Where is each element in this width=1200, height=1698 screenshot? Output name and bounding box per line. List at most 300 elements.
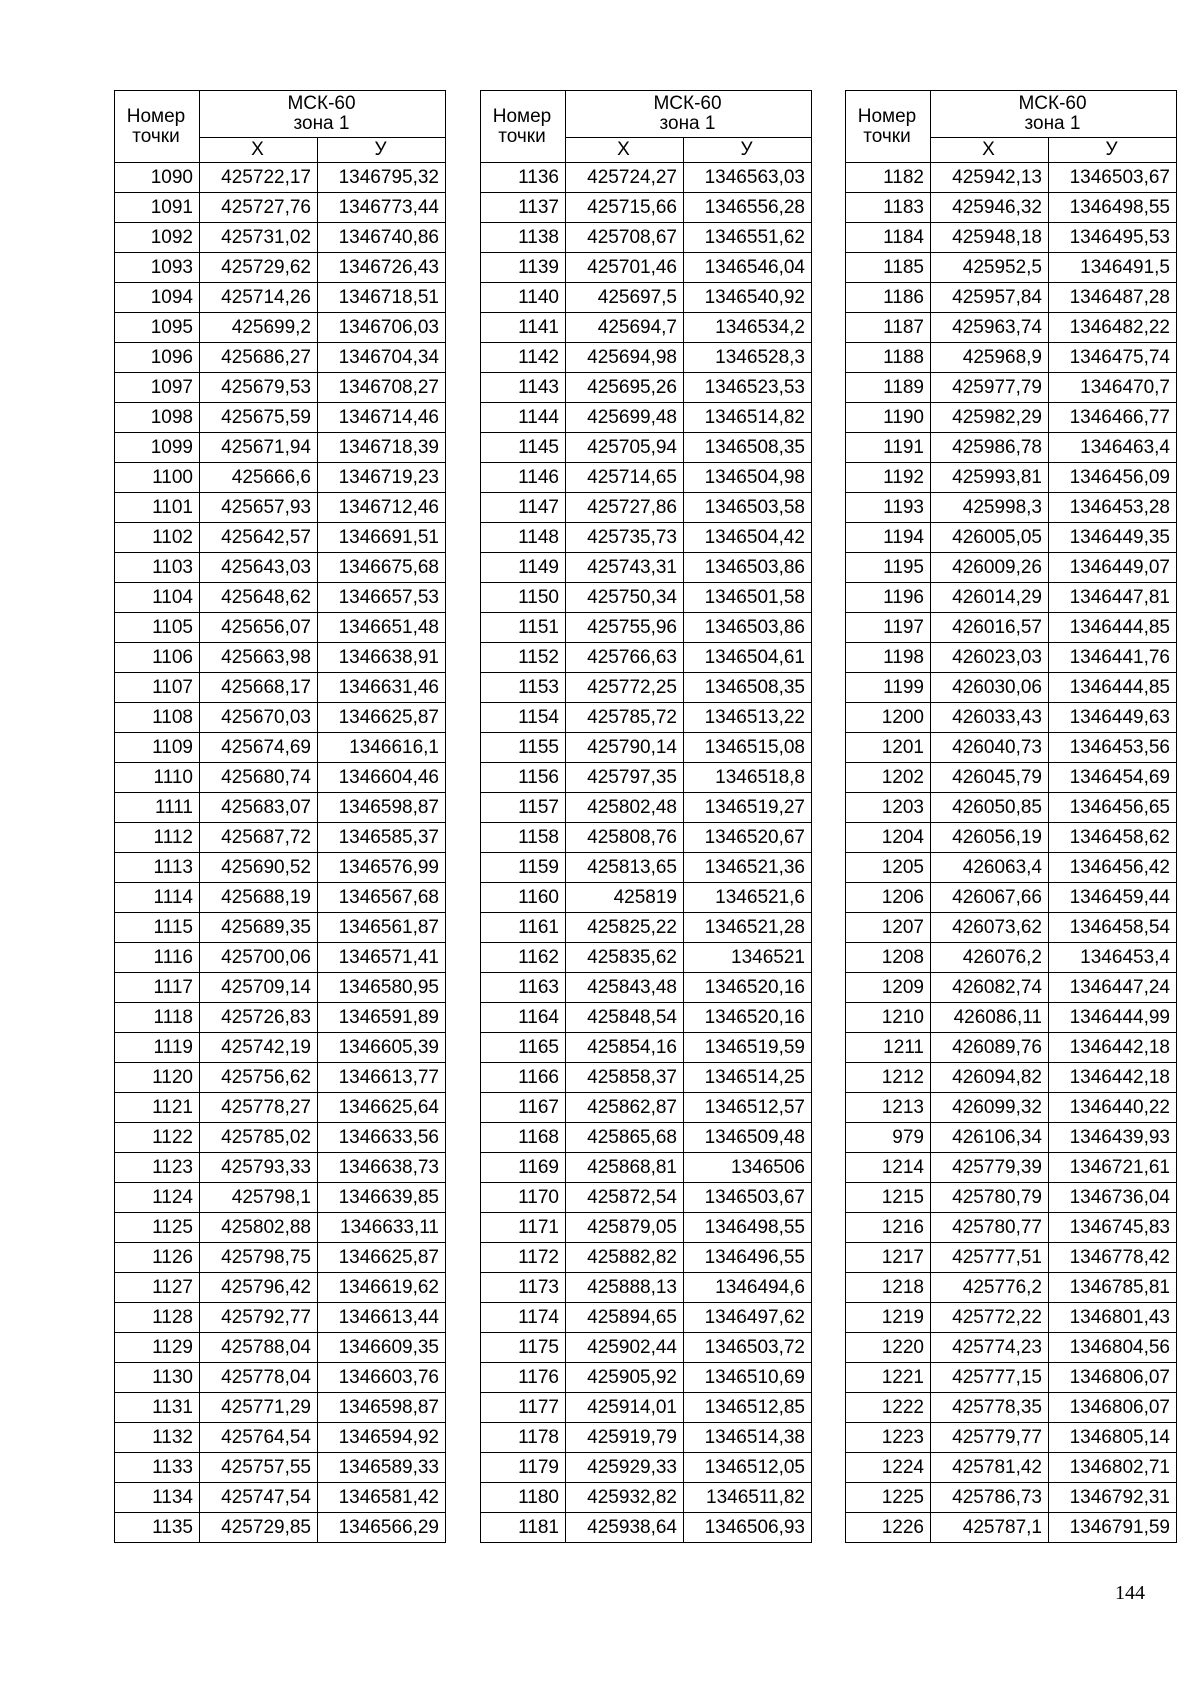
y-coordinate-cell: 1346708,27 <box>318 373 446 403</box>
y-coordinate-cell: 1346515,08 <box>684 733 812 763</box>
point-number-cell: 1191 <box>846 433 931 463</box>
x-coordinate-cell: 425792,77 <box>200 1303 318 1333</box>
x-coordinate-cell: 425942,13 <box>931 163 1049 193</box>
table-row <box>481 853 812 883</box>
point-number-cell: 1206 <box>846 883 931 913</box>
point-number-cell: 1183 <box>846 193 931 223</box>
point-number-cell: 1141 <box>481 313 566 343</box>
x-coordinate-cell: 425674,69 <box>200 733 318 763</box>
point-number-cell: 1202 <box>846 763 931 793</box>
point-number-cell: 1189 <box>846 373 931 403</box>
point-number-cell: 1192 <box>846 463 931 493</box>
y-coordinate-cell: 1346453,4 <box>1049 943 1177 973</box>
table-row <box>115 1393 446 1423</box>
x-coordinate-cell: 425796,42 <box>200 1273 318 1303</box>
y-coordinate-cell: 1346509,48 <box>684 1123 812 1153</box>
y-coordinate-cell: 1346482,22 <box>1049 313 1177 343</box>
point-number-cell: 1168 <box>481 1123 566 1153</box>
table-row <box>846 913 1177 943</box>
y-coordinate-cell: 1346506,93 <box>684 1513 812 1543</box>
x-coordinate-cell: 425697,5 <box>566 283 684 313</box>
header-x: Х <box>931 138 1049 163</box>
y-coordinate-cell: 1346719,23 <box>318 463 446 493</box>
table-row <box>115 1363 446 1393</box>
y-coordinate-cell: 1346534,2 <box>684 313 812 343</box>
table-row <box>115 913 446 943</box>
point-number-cell: 1178 <box>481 1423 566 1453</box>
point-number-cell: 1198 <box>846 643 931 673</box>
table-row <box>846 943 1177 973</box>
x-coordinate-cell: 425777,15 <box>931 1363 1049 1393</box>
x-coordinate-cell: 425714,26 <box>200 283 318 313</box>
x-coordinate-cell: 426073,62 <box>931 913 1049 943</box>
table-row <box>481 1273 812 1303</box>
table-row <box>846 1393 1177 1423</box>
y-coordinate-cell: 1346598,87 <box>318 793 446 823</box>
y-coordinate-cell: 1346594,92 <box>318 1423 446 1453</box>
y-coordinate-cell: 1346806,07 <box>1049 1363 1177 1393</box>
point-number-cell: 1097 <box>115 373 200 403</box>
y-coordinate-cell: 1346718,51 <box>318 283 446 313</box>
y-coordinate-cell: 1346449,63 <box>1049 703 1177 733</box>
x-coordinate-cell: 425722,17 <box>200 163 318 193</box>
point-number-cell: 1135 <box>115 1513 200 1543</box>
x-coordinate-cell: 426050,85 <box>931 793 1049 823</box>
y-coordinate-cell: 1346691,51 <box>318 523 446 553</box>
x-coordinate-cell: 425675,59 <box>200 403 318 433</box>
page-number: 144 <box>1115 1582 1145 1604</box>
x-coordinate-cell: 425666,6 <box>200 463 318 493</box>
table-row <box>846 1303 1177 1333</box>
x-coordinate-cell: 425835,62 <box>566 943 684 973</box>
x-coordinate-cell: 425688,19 <box>200 883 318 913</box>
x-coordinate-cell: 425727,86 <box>566 493 684 523</box>
point-number-cell: 1180 <box>481 1483 566 1513</box>
point-number-cell: 1090 <box>115 163 200 193</box>
point-number-cell: 1147 <box>481 493 566 523</box>
table-row <box>115 523 446 553</box>
y-coordinate-cell: 1346613,77 <box>318 1063 446 1093</box>
point-number-cell: 979 <box>846 1123 931 1153</box>
point-number-cell: 1208 <box>846 943 931 973</box>
y-coordinate-cell: 1346470,7 <box>1049 373 1177 403</box>
x-coordinate-cell: 425755,96 <box>566 613 684 643</box>
x-coordinate-cell: 426056,19 <box>931 823 1049 853</box>
header-x: Х <box>566 138 684 163</box>
x-coordinate-cell: 425862,87 <box>566 1093 684 1123</box>
x-coordinate-cell: 425778,35 <box>931 1393 1049 1423</box>
x-coordinate-cell: 425793,33 <box>200 1153 318 1183</box>
table-row <box>115 223 446 253</box>
point-number-cell: 1150 <box>481 583 566 613</box>
table-row <box>481 973 812 1003</box>
point-number-cell: 1096 <box>115 343 200 373</box>
y-coordinate-cell: 1346576,99 <box>318 853 446 883</box>
table-row <box>115 463 446 493</box>
y-coordinate-cell: 1346444,99 <box>1049 1003 1177 1033</box>
y-coordinate-cell: 1346512,57 <box>684 1093 812 1123</box>
y-coordinate-cell: 1346518,8 <box>684 763 812 793</box>
x-coordinate-cell: 425772,22 <box>931 1303 1049 1333</box>
x-coordinate-cell: 425785,02 <box>200 1123 318 1153</box>
y-coordinate-cell: 1346603,76 <box>318 1363 446 1393</box>
point-number-cell: 1175 <box>481 1333 566 1363</box>
y-coordinate-cell: 1346520,16 <box>684 1003 812 1033</box>
x-coordinate-cell: 425998,3 <box>931 493 1049 523</box>
header-row-top <box>846 91 1177 138</box>
x-coordinate-cell: 425778,27 <box>200 1093 318 1123</box>
point-number-cell: 1165 <box>481 1033 566 1063</box>
y-coordinate-cell: 1346712,46 <box>318 493 446 523</box>
point-number-cell: 1140 <box>481 283 566 313</box>
header-point-number: Номер точки <box>846 91 931 163</box>
point-number-cell: 1225 <box>846 1483 931 1513</box>
y-coordinate-cell: 1346519,27 <box>684 793 812 823</box>
point-number-cell: 1211 <box>846 1033 931 1063</box>
point-number-cell: 1113 <box>115 853 200 883</box>
x-coordinate-cell: 425986,78 <box>931 433 1049 463</box>
x-coordinate-cell: 425747,54 <box>200 1483 318 1513</box>
table-row <box>481 463 812 493</box>
table-row <box>481 1243 812 1273</box>
table-row <box>115 583 446 613</box>
table-row <box>846 1093 1177 1123</box>
table-row <box>481 1123 812 1153</box>
y-coordinate-cell: 1346613,44 <box>318 1303 446 1333</box>
y-coordinate-cell: 1346463,4 <box>1049 433 1177 463</box>
x-coordinate-cell: 425642,57 <box>200 523 318 553</box>
y-coordinate-cell: 1346651,48 <box>318 613 446 643</box>
x-coordinate-cell: 425657,93 <box>200 493 318 523</box>
y-coordinate-cell: 1346504,42 <box>684 523 812 553</box>
y-coordinate-cell: 1346791,59 <box>1049 1513 1177 1543</box>
point-number-cell: 1204 <box>846 823 931 853</box>
coordinates-table-3 <box>845 90 1177 1543</box>
point-number-cell: 1108 <box>115 703 200 733</box>
x-coordinate-cell: 425656,07 <box>200 613 318 643</box>
y-coordinate-cell: 1346506 <box>684 1153 812 1183</box>
y-coordinate-cell: 1346631,46 <box>318 673 446 703</box>
point-number-cell: 1195 <box>846 553 931 583</box>
point-number-cell: 1095 <box>115 313 200 343</box>
y-coordinate-cell: 1346521,6 <box>684 883 812 913</box>
x-coordinate-cell: 425724,27 <box>566 163 684 193</box>
y-coordinate-cell: 1346520,16 <box>684 973 812 1003</box>
table-row <box>115 643 446 673</box>
y-coordinate-cell: 1346510,69 <box>684 1363 812 1393</box>
table-row <box>481 1153 812 1183</box>
table-row <box>115 403 446 433</box>
y-coordinate-cell: 1346726,43 <box>318 253 446 283</box>
table-row <box>481 1033 812 1063</box>
y-coordinate-cell: 1346721,61 <box>1049 1153 1177 1183</box>
y-coordinate-cell: 1346561,87 <box>318 913 446 943</box>
point-number-cell: 1157 <box>481 793 566 823</box>
table-row <box>115 1153 446 1183</box>
table-row <box>115 1003 446 1033</box>
point-number-cell: 1129 <box>115 1333 200 1363</box>
y-coordinate-cell: 1346449,35 <box>1049 523 1177 553</box>
y-coordinate-cell: 1346503,67 <box>684 1183 812 1213</box>
point-number-cell: 1105 <box>115 613 200 643</box>
x-coordinate-cell: 425919,79 <box>566 1423 684 1453</box>
x-coordinate-cell: 425743,31 <box>566 553 684 583</box>
table-row <box>846 1363 1177 1393</box>
table-row <box>846 1183 1177 1213</box>
x-coordinate-cell: 425750,34 <box>566 583 684 613</box>
table-row <box>481 1333 812 1363</box>
x-coordinate-cell: 425888,13 <box>566 1273 684 1303</box>
x-coordinate-cell: 425787,1 <box>931 1513 1049 1543</box>
y-coordinate-cell: 1346503,72 <box>684 1333 812 1363</box>
y-coordinate-cell: 1346466,77 <box>1049 403 1177 433</box>
x-coordinate-cell: 425687,72 <box>200 823 318 853</box>
y-coordinate-cell: 1346585,37 <box>318 823 446 853</box>
y-coordinate-cell: 1346495,53 <box>1049 223 1177 253</box>
point-number-cell: 1184 <box>846 223 931 253</box>
y-coordinate-cell: 1346639,85 <box>318 1183 446 1213</box>
x-coordinate-cell: 425952,5 <box>931 253 1049 283</box>
y-coordinate-cell: 1346514,38 <box>684 1423 812 1453</box>
point-number-cell: 1127 <box>115 1273 200 1303</box>
y-coordinate-cell: 1346456,65 <box>1049 793 1177 823</box>
point-number-cell: 1124 <box>115 1183 200 1213</box>
y-coordinate-cell: 1346571,41 <box>318 943 446 973</box>
table-row <box>846 1453 1177 1483</box>
point-number-cell: 1094 <box>115 283 200 313</box>
table-row <box>115 673 446 703</box>
x-coordinate-cell: 425670,03 <box>200 703 318 733</box>
table-row <box>481 253 812 283</box>
table-row <box>846 1153 1177 1183</box>
x-coordinate-cell: 425808,76 <box>566 823 684 853</box>
point-number-cell: 1186 <box>846 283 931 313</box>
x-coordinate-cell: 425929,33 <box>566 1453 684 1483</box>
point-number-cell: 1226 <box>846 1513 931 1543</box>
y-coordinate-cell: 1346498,55 <box>1049 193 1177 223</box>
y-coordinate-cell: 1346633,11 <box>318 1213 446 1243</box>
header-point-number: Номер точки <box>115 91 200 163</box>
table-row <box>481 1063 812 1093</box>
table-row <box>846 193 1177 223</box>
x-coordinate-cell: 425715,66 <box>566 193 684 223</box>
table-row <box>846 793 1177 823</box>
table-row <box>846 343 1177 373</box>
table-row <box>846 763 1177 793</box>
table-row <box>115 613 446 643</box>
x-coordinate-cell: 426099,32 <box>931 1093 1049 1123</box>
x-coordinate-cell: 425764,54 <box>200 1423 318 1453</box>
point-number-cell: 1167 <box>481 1093 566 1123</box>
x-coordinate-cell: 425778,04 <box>200 1363 318 1393</box>
table-row <box>846 823 1177 853</box>
y-coordinate-cell: 1346589,33 <box>318 1453 446 1483</box>
y-coordinate-cell: 1346718,39 <box>318 433 446 463</box>
y-coordinate-cell: 1346805,14 <box>1049 1423 1177 1453</box>
x-coordinate-cell: 425731,02 <box>200 223 318 253</box>
y-coordinate-cell: 1346508,35 <box>684 433 812 463</box>
table-row <box>846 1423 1177 1453</box>
point-number-cell: 1142 <box>481 343 566 373</box>
point-number-cell: 1093 <box>115 253 200 283</box>
point-number-cell: 1181 <box>481 1513 566 1543</box>
table-row <box>481 913 812 943</box>
table-row <box>115 313 446 343</box>
point-number-cell: 1158 <box>481 823 566 853</box>
x-coordinate-cell: 425695,26 <box>566 373 684 403</box>
x-coordinate-cell: 425894,65 <box>566 1303 684 1333</box>
point-number-cell: 1209 <box>846 973 931 1003</box>
point-number-cell: 1153 <box>481 673 566 703</box>
y-coordinate-cell: 1346546,04 <box>684 253 812 283</box>
point-number-cell: 1125 <box>115 1213 200 1243</box>
x-coordinate-cell: 425668,17 <box>200 673 318 703</box>
table-row <box>481 1393 812 1423</box>
table-row <box>846 1273 1177 1303</box>
table-row <box>115 1033 446 1063</box>
point-number-cell: 1117 <box>115 973 200 1003</box>
table-row <box>115 943 446 973</box>
table-row <box>846 163 1177 193</box>
point-number-cell: 1199 <box>846 673 931 703</box>
point-number-cell: 1122 <box>115 1123 200 1153</box>
point-number-cell: 1092 <box>115 223 200 253</box>
point-number-cell: 1172 <box>481 1243 566 1273</box>
y-coordinate-cell: 1346487,28 <box>1049 283 1177 313</box>
y-coordinate-cell: 1346804,56 <box>1049 1333 1177 1363</box>
y-coordinate-cell: 1346801,43 <box>1049 1303 1177 1333</box>
y-coordinate-cell: 1346497,62 <box>684 1303 812 1333</box>
y-coordinate-cell: 1346740,86 <box>318 223 446 253</box>
table-row <box>481 1483 812 1513</box>
y-coordinate-cell: 1346447,81 <box>1049 583 1177 613</box>
table-row <box>481 943 812 973</box>
x-coordinate-cell: 425680,74 <box>200 763 318 793</box>
point-number-cell: 1216 <box>846 1213 931 1243</box>
table-row <box>115 433 446 463</box>
point-number-cell: 1100 <box>115 463 200 493</box>
y-coordinate-cell: 1346459,44 <box>1049 883 1177 913</box>
x-coordinate-cell: 425663,98 <box>200 643 318 673</box>
x-coordinate-cell: 425729,62 <box>200 253 318 283</box>
x-coordinate-cell: 425786,73 <box>931 1483 1049 1513</box>
table-row <box>481 493 812 523</box>
header-coordinate-system: МСК-60 зона 1 <box>931 91 1177 138</box>
table-row <box>115 973 446 1003</box>
point-number-cell: 1155 <box>481 733 566 763</box>
point-number-cell: 1146 <box>481 463 566 493</box>
x-coordinate-cell: 425879,05 <box>566 1213 684 1243</box>
table-row <box>115 193 446 223</box>
y-coordinate-cell: 1346792,31 <box>1049 1483 1177 1513</box>
table-row <box>481 673 812 703</box>
y-coordinate-cell: 1346567,68 <box>318 883 446 913</box>
table-row <box>846 1483 1177 1513</box>
point-number-cell: 1220 <box>846 1333 931 1363</box>
y-coordinate-cell: 1346521,36 <box>684 853 812 883</box>
point-number-cell: 1207 <box>846 913 931 943</box>
point-number-cell: 1107 <box>115 673 200 703</box>
y-coordinate-cell: 1346453,56 <box>1049 733 1177 763</box>
point-number-cell: 1221 <box>846 1363 931 1393</box>
x-coordinate-cell: 426063,4 <box>931 853 1049 883</box>
point-number-cell: 1111 <box>115 793 200 823</box>
x-coordinate-cell: 425848,54 <box>566 1003 684 1033</box>
point-number-cell: 1190 <box>846 403 931 433</box>
table-row <box>846 1033 1177 1063</box>
point-number-cell: 1152 <box>481 643 566 673</box>
header-coordinate-system: МСК-60 зона 1 <box>200 91 446 138</box>
point-number-cell: 1110 <box>115 763 200 793</box>
x-coordinate-cell: 426094,82 <box>931 1063 1049 1093</box>
table-row <box>481 583 812 613</box>
y-coordinate-cell: 1346447,24 <box>1049 973 1177 1003</box>
header-coordinate-system: МСК-60 зона 1 <box>566 91 812 138</box>
y-coordinate-cell: 1346528,3 <box>684 343 812 373</box>
y-coordinate-cell: 1346616,1 <box>318 733 446 763</box>
point-number-cell: 1188 <box>846 343 931 373</box>
x-coordinate-cell: 425963,74 <box>931 313 1049 343</box>
y-coordinate-cell: 1346504,98 <box>684 463 812 493</box>
table-row <box>846 1063 1177 1093</box>
y-coordinate-cell: 1346591,89 <box>318 1003 446 1033</box>
y-coordinate-cell: 1346513,22 <box>684 703 812 733</box>
y-coordinate-cell: 1346444,85 <box>1049 673 1177 703</box>
x-coordinate-cell: 425774,23 <box>931 1333 1049 1363</box>
point-number-cell: 1185 <box>846 253 931 283</box>
table-row <box>481 283 812 313</box>
table-row <box>846 463 1177 493</box>
table-row <box>115 793 446 823</box>
table-row <box>115 1213 446 1243</box>
point-number-cell: 1217 <box>846 1243 931 1273</box>
x-coordinate-cell: 425982,29 <box>931 403 1049 433</box>
table-row <box>481 883 812 913</box>
x-coordinate-cell: 425729,85 <box>200 1513 318 1543</box>
coordinates-table-1 <box>114 90 446 1543</box>
x-coordinate-cell: 425905,92 <box>566 1363 684 1393</box>
y-coordinate-cell: 1346619,62 <box>318 1273 446 1303</box>
point-number-cell: 1132 <box>115 1423 200 1453</box>
point-number-cell: 1203 <box>846 793 931 823</box>
y-coordinate-cell: 1346604,46 <box>318 763 446 793</box>
y-coordinate-cell: 1346704,34 <box>318 343 446 373</box>
x-coordinate-cell: 425699,48 <box>566 403 684 433</box>
x-coordinate-cell: 426014,29 <box>931 583 1049 613</box>
point-number-cell: 1156 <box>481 763 566 793</box>
y-coordinate-cell: 1346444,85 <box>1049 613 1177 643</box>
table-row <box>846 1213 1177 1243</box>
y-coordinate-cell: 1346514,82 <box>684 403 812 433</box>
x-coordinate-cell: 426067,66 <box>931 883 1049 913</box>
coordinates-table-2 <box>480 90 812 1543</box>
table-row <box>846 253 1177 283</box>
x-coordinate-cell: 426023,03 <box>931 643 1049 673</box>
point-number-cell: 1104 <box>115 583 200 613</box>
x-coordinate-cell: 426106,34 <box>931 1123 1049 1153</box>
x-coordinate-cell: 425643,03 <box>200 553 318 583</box>
table-row <box>481 763 812 793</box>
x-coordinate-cell: 425735,73 <box>566 523 684 553</box>
x-coordinate-cell: 425872,54 <box>566 1183 684 1213</box>
y-coordinate-cell: 1346625,64 <box>318 1093 446 1123</box>
point-number-cell: 1103 <box>115 553 200 583</box>
y-coordinate-cell: 1346802,71 <box>1049 1453 1177 1483</box>
table-row <box>481 193 812 223</box>
point-number-cell: 1116 <box>115 943 200 973</box>
table-row <box>481 1303 812 1333</box>
x-coordinate-cell: 425798,75 <box>200 1243 318 1273</box>
